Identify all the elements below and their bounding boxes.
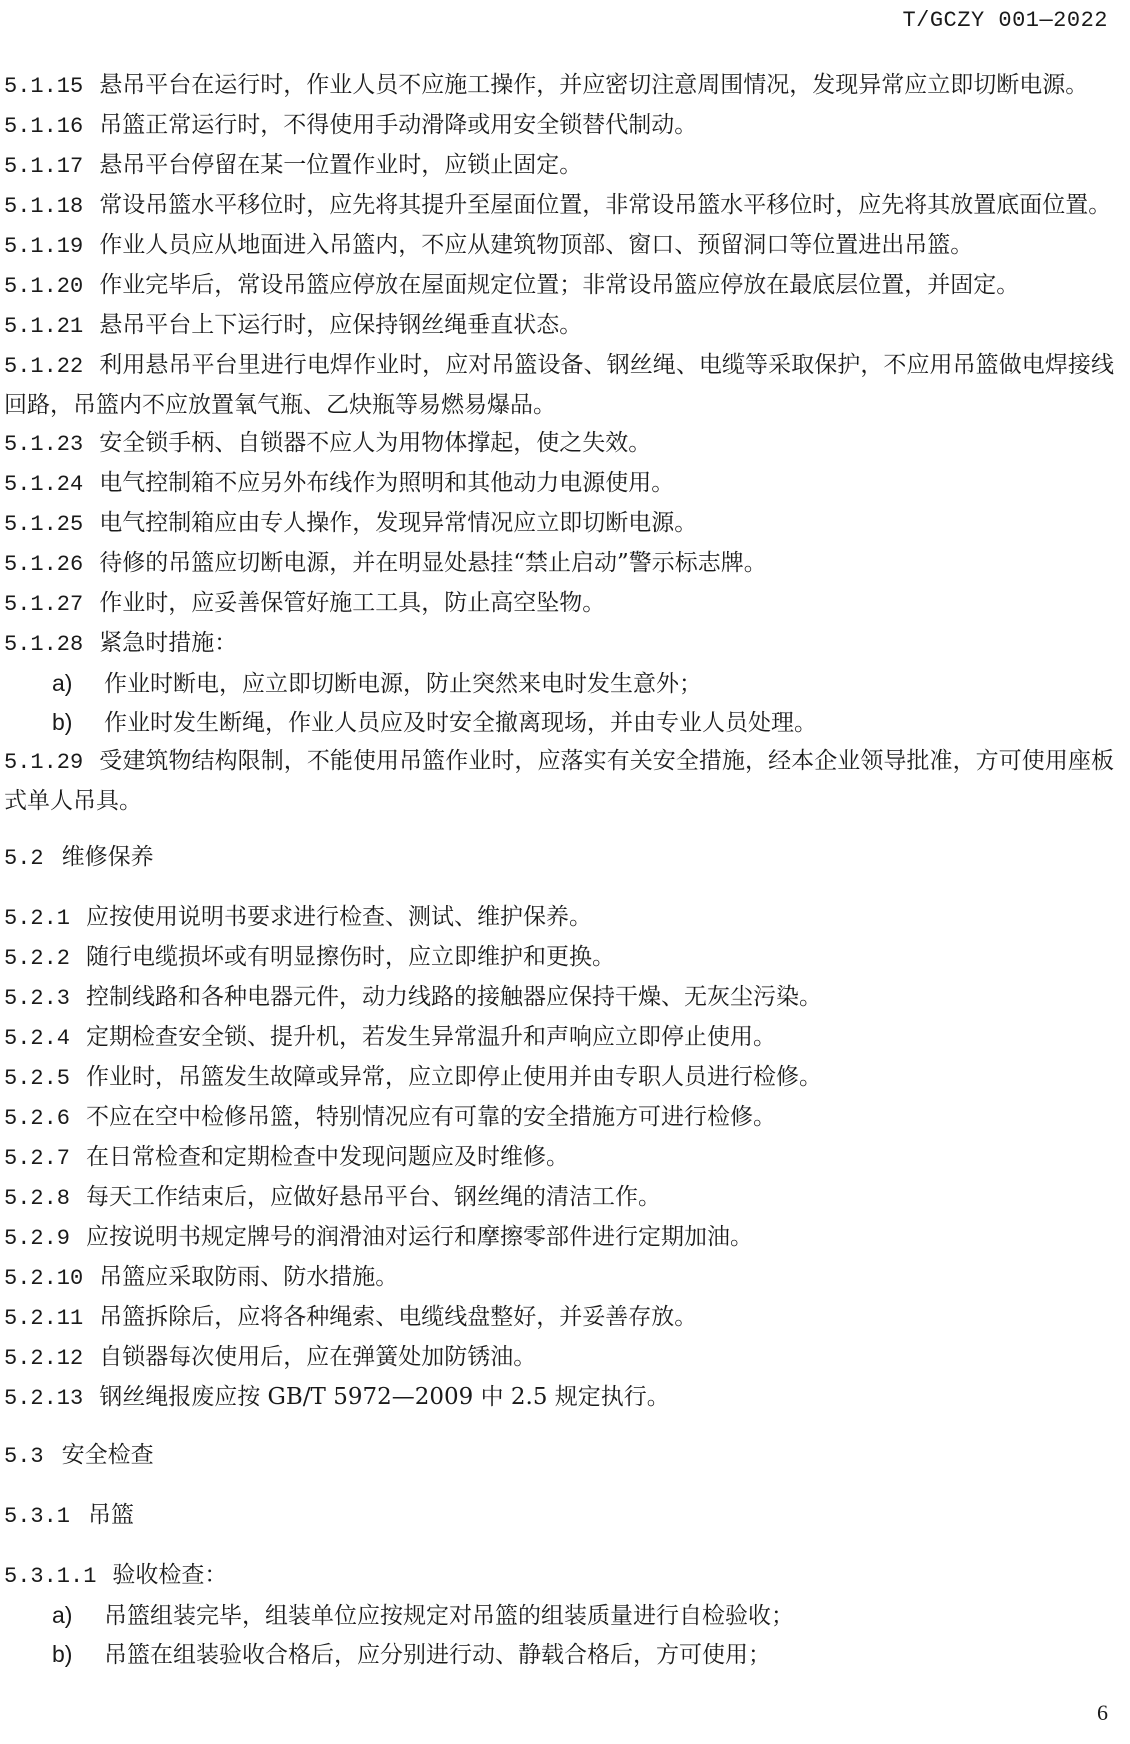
section-title: 安全检查 bbox=[61, 1442, 154, 1468]
clause-item bbox=[4, 66, 1114, 106]
clause-text: 吊篮正常运行时，不得使用手动滑降或用安全锁替代制动。 bbox=[99, 112, 698, 138]
clause-text: 吊篮应采取防雨、防水措施。 bbox=[99, 1264, 399, 1290]
clause-number: 5.1.18 bbox=[4, 194, 84, 219]
clause-item bbox=[4, 938, 1114, 978]
sub-item-5-1-28-b bbox=[4, 703, 1114, 742]
clause-number: 5.2.10 bbox=[4, 1266, 84, 1291]
clause-number: 5.2.7 bbox=[4, 1146, 71, 1171]
clause-item bbox=[4, 1378, 1114, 1418]
sub-item-text: 吊篮在组装验收合格后，应分别进行动、静载合格后，方可使用； bbox=[104, 1642, 771, 1668]
clause-item bbox=[4, 266, 1114, 306]
clause-text: 钢丝绳报废应按 GB/T 5972—2009 中 2.5 规定执行。 bbox=[99, 1384, 670, 1410]
clause-text: 电气控制箱应由专人操作，发现异常情况应立即切断电源。 bbox=[99, 510, 698, 536]
section-5-2-list bbox=[4, 898, 1114, 1418]
clause-text: 作业人员应从地面进入吊篮内，不应从建筑物顶部、窗口、预留洞口等位置进出吊篮。 bbox=[99, 232, 974, 258]
page-number: 6 bbox=[1097, 1700, 1108, 1725]
clause-number: 5.2.13 bbox=[4, 1386, 84, 1411]
clause-number: 5.1.22 bbox=[4, 354, 84, 379]
clause-text: 作业时，吊篮发生故障或异常，应立即停止使用并由专职人员进行检修。 bbox=[86, 1064, 823, 1090]
clause-item bbox=[4, 504, 1114, 544]
clause-item bbox=[4, 1098, 1114, 1138]
clause-text: 电气控制箱不应另外布线作为照明和其他动力电源使用。 bbox=[99, 470, 675, 496]
section-title: 维修保养 bbox=[61, 844, 154, 870]
clause-number: 5.1.16 bbox=[4, 114, 84, 139]
clause-number: 5.2.8 bbox=[4, 1186, 71, 1211]
clause-item bbox=[4, 186, 1114, 226]
clause-text: 受建筑物结构限制，不能使用吊篮作业时，应落实有关安全措施，经本企业领导批准，方可使用座板式单人吊具。 bbox=[4, 748, 1114, 814]
clause-text: 控制线路和各种电器元件，动力线路的接触器应保持干燥、无灰尘污染。 bbox=[86, 984, 823, 1010]
clause-text: 每天工作结束后，应做好悬吊平台、钢丝绳的清洁工作。 bbox=[86, 1184, 662, 1210]
clause-item bbox=[4, 146, 1114, 186]
clause-text: 悬吊平台停留在某一位置作业时，应锁止固定。 bbox=[99, 152, 583, 178]
clause-item bbox=[4, 226, 1114, 266]
sub-item-5-3-1-1-b bbox=[4, 1635, 1114, 1674]
clause-text: 随行电缆损坏或有明显擦伤时，应立即维护和更换。 bbox=[86, 944, 616, 970]
clause-text: 常设吊篮水平移位时，应先将其提升至屋面位置，非常设吊篮水平移位时，应先将其放置底面位置。 bbox=[99, 192, 1112, 218]
clause-item bbox=[4, 584, 1114, 624]
clause-item bbox=[4, 1178, 1114, 1218]
clause-item bbox=[4, 624, 1114, 664]
document-body bbox=[4, 66, 1114, 1674]
clause-number: 5.1.24 bbox=[4, 472, 84, 497]
clause-text: 安全锁手柄、自锁器不应人为用物体撑起，使之失效。 bbox=[99, 430, 652, 456]
section-heading-5-2 bbox=[4, 838, 1114, 878]
clause-text: 利用悬吊平台里进行电焊作业时，应对吊篮设备、钢丝绳、电缆等采取保护，不应用吊篮做电焊接线回路，吊篮内不应放置氧气瓶、乙炔瓶等易燃易爆品。 bbox=[4, 352, 1114, 418]
clause-number: 5.1.25 bbox=[4, 512, 84, 537]
section-5-1-list bbox=[4, 66, 1114, 664]
clause-item bbox=[4, 346, 1114, 424]
clause-number: 5.2.9 bbox=[4, 1226, 71, 1251]
clause-number: 5.3.1.1 bbox=[4, 1564, 97, 1589]
clause-text: 作业时，应妥善保管好施工工具，防止高空坠物。 bbox=[99, 590, 606, 616]
clause-number: 5.2.3 bbox=[4, 986, 71, 1011]
clause-number: 5.2.6 bbox=[4, 1106, 71, 1131]
clause-item bbox=[4, 1258, 1114, 1298]
clause-item bbox=[4, 1218, 1114, 1258]
clause-number: 5.1.27 bbox=[4, 592, 84, 617]
clause-text: 紧急时措施： bbox=[99, 630, 238, 656]
subsection-heading-5-3-1 bbox=[4, 1496, 1114, 1536]
clause-text: 验收检查： bbox=[112, 1562, 228, 1588]
clause-number: 5.1.19 bbox=[4, 234, 84, 259]
clause-text: 待修的吊篮应切断电源，并在明显处悬挂“禁止启动”警示标志牌。 bbox=[99, 550, 767, 576]
clause-number: 5.1.26 bbox=[4, 552, 84, 577]
clause-text: 在日常检查和定期检查中发现问题应及时维修。 bbox=[86, 1144, 570, 1170]
clause-number: 5.2.1 bbox=[4, 906, 71, 931]
sub-item-text: 吊篮组装完毕，组装单位应按规定对吊篮的组装质量进行自检验收； bbox=[104, 1603, 794, 1629]
clause-item bbox=[4, 1338, 1114, 1378]
clause-number: 5.1.15 bbox=[4, 74, 84, 99]
section-number: 5.2 bbox=[4, 846, 44, 871]
clause-text: 悬吊平台上下运行时，应保持钢丝绳垂直状态。 bbox=[99, 312, 583, 338]
clause-number: 5.1.28 bbox=[4, 632, 84, 657]
clause-text: 吊篮拆除后，应将各种绳索、电缆线盘整好，并妥善存放。 bbox=[99, 1304, 698, 1330]
sub-item-mark: a) bbox=[52, 670, 73, 696]
clause-item bbox=[4, 424, 1114, 464]
clause-text: 作业完毕后，常设吊篮应停放在屋面规定位置；非常设吊篮应停放在最底层位置，并固定。 bbox=[99, 272, 1020, 298]
clause-5-1-29 bbox=[4, 742, 1114, 820]
clause-number: 5.2.11 bbox=[4, 1306, 84, 1331]
clause-text: 不应在空中检修吊篮，特别情况应有可靠的安全措施方可进行检修。 bbox=[86, 1104, 777, 1130]
clause-number: 5.2.4 bbox=[4, 1026, 71, 1051]
clause-number: 5.1.21 bbox=[4, 314, 84, 339]
clause-number: 5.2.12 bbox=[4, 1346, 84, 1371]
clause-text: 应按说明书规定牌号的润滑油对运行和摩擦零部件进行定期加油。 bbox=[86, 1224, 754, 1250]
clause-text: 自锁器每次使用后，应在弹簧处加防锈油。 bbox=[99, 1344, 537, 1370]
clause-item bbox=[4, 1018, 1114, 1058]
clause-item bbox=[4, 306, 1114, 346]
clause-number: 5.1.29 bbox=[4, 750, 84, 775]
clause-text: 定期检查安全锁、提升机，若发生异常温升和声响应立即停止使用。 bbox=[86, 1024, 777, 1050]
clause-item bbox=[4, 978, 1114, 1018]
clause-text: 悬吊平台在运行时，作业人员不应施工操作，并应密切注意周围情况，发现异常应立即切断电源。 bbox=[99, 72, 1089, 98]
clause-number: 5.1.23 bbox=[4, 432, 84, 457]
clause-item bbox=[4, 464, 1114, 504]
subsection-title: 吊篮 bbox=[88, 1502, 135, 1528]
clause-number: 5.2.5 bbox=[4, 1066, 71, 1091]
clause-item bbox=[4, 898, 1114, 938]
clause-item bbox=[4, 106, 1114, 146]
subsection-number: 5.3.1 bbox=[4, 1504, 71, 1529]
sub-item-text: 作业时发生断绳，作业人员应及时安全撤离现场，并由专业人员处理。 bbox=[104, 710, 817, 736]
sub-item-5-1-28-a bbox=[4, 664, 1114, 703]
sub-item-text: 作业时断电，应立即切断电源，防止突然来电时发生意外； bbox=[104, 671, 702, 697]
clause-item bbox=[4, 1138, 1114, 1178]
section-heading-5-3 bbox=[4, 1436, 1114, 1476]
sub-item-mark: a) bbox=[52, 1602, 73, 1628]
sub-item-5-3-1-1-a bbox=[4, 1596, 1114, 1635]
clause-number: 5.1.17 bbox=[4, 154, 84, 179]
clause-item bbox=[4, 1298, 1114, 1338]
clause-number: 5.1.20 bbox=[4, 274, 84, 299]
sub-item-mark: b) bbox=[52, 1641, 73, 1667]
clause-item bbox=[4, 544, 1114, 584]
clause-item bbox=[4, 1058, 1114, 1098]
document-code: T/GCZY 001—2022 bbox=[902, 8, 1108, 33]
clause-text: 应按使用说明书要求进行检查、测试、维护保养。 bbox=[86, 904, 593, 930]
clause-5-3-1-1 bbox=[4, 1556, 1114, 1596]
sub-item-mark: b) bbox=[52, 709, 73, 735]
section-number: 5.3 bbox=[4, 1444, 44, 1469]
clause-number: 5.2.2 bbox=[4, 946, 71, 971]
